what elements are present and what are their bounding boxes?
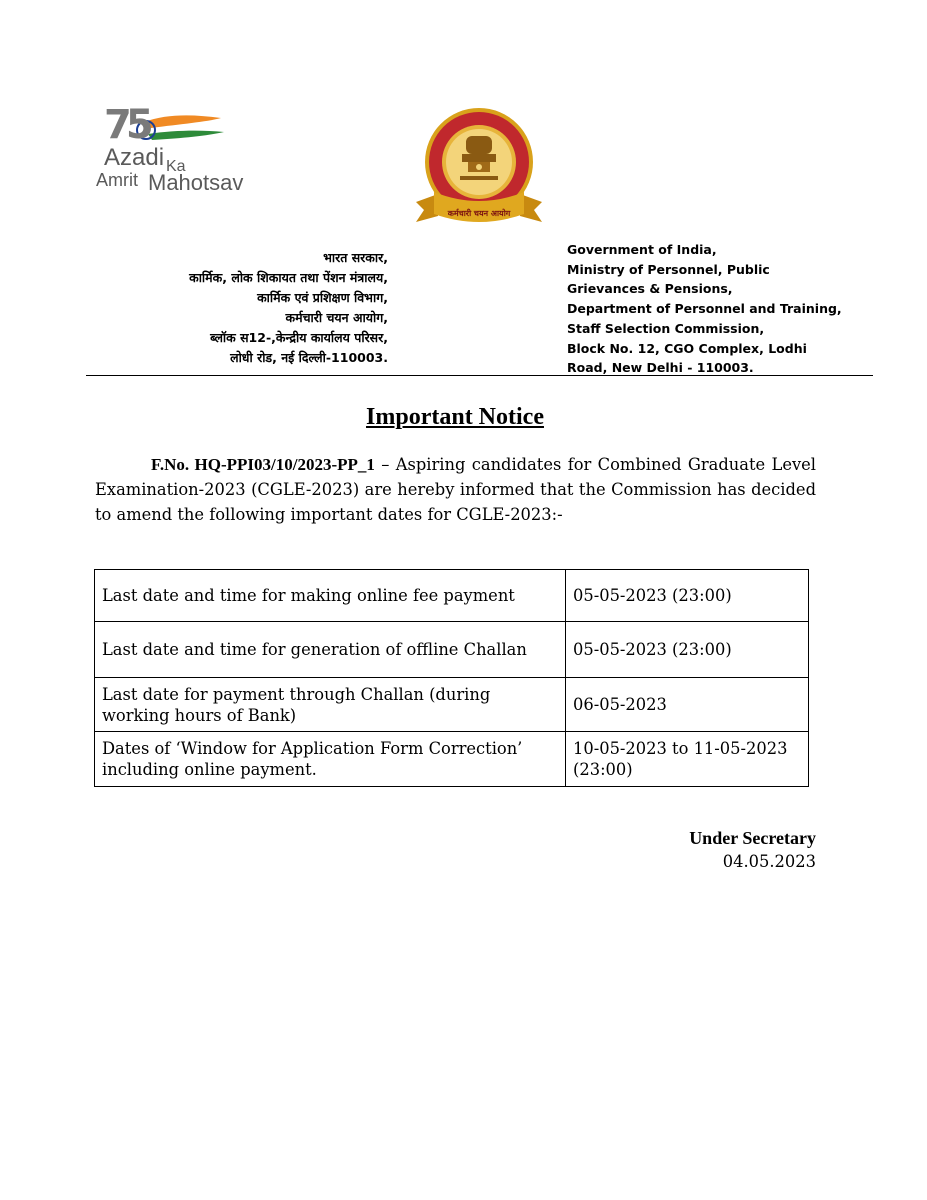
table-row — [95, 622, 809, 678]
logo-word-mahotsav: Mahotsav — [148, 170, 244, 195]
english-address-line: Ministry of Personnel, Public — [567, 261, 770, 277]
azadi-ka-amrit-mahotsav-logo — [96, 100, 266, 200]
english-address-line: Government of India, — [567, 242, 717, 257]
table-row — [95, 678, 809, 732]
logo-word-amrit: Amrit — [96, 170, 138, 190]
emblem-ribbon-text: कर्मचारी चयन आयोग — [447, 209, 511, 218]
table-row — [95, 732, 809, 787]
hindi-address-line: कार्मिक, लोक शिकायत तथा पेंशन मंत्रालय, — [189, 270, 388, 285]
logo-word-ka: Ka — [166, 158, 186, 175]
header-divider — [86, 375, 873, 376]
hindi-address-line: भारत सरकार, — [323, 250, 388, 265]
event-cell: Dates of ‘Window for Application Form Correction’ including online payment. — [95, 732, 566, 787]
logo-75-number: 75 — [104, 102, 148, 148]
hindi-address-line: लोधी रोड, नई दिल्ली-110003. — [230, 350, 388, 365]
date-cell: 06-05-2023 — [566, 678, 809, 732]
english-address-line: Grievances & Pensions, — [567, 281, 733, 297]
hindi-address-line: कार्मिक एवं प्रशिक्षण विभाग, — [257, 290, 388, 305]
hindi-address-line: ब्लॉक स12-,केन्द्रीय कार्यालय परिसर, — [210, 330, 388, 345]
english-address-line: Block No. 12, CGO Complex, Lodhi — [567, 340, 807, 356]
english-address-block — [567, 240, 897, 378]
date-cell: 10-05-2023 to 11-05-2023 (23:00) — [566, 732, 809, 787]
notice-date: 04.05.2023 — [722, 852, 816, 871]
hindi-address-line: कर्मचारी चयन आयोग, — [285, 310, 388, 325]
english-address-line: Department of Personnel and Training, — [567, 301, 842, 317]
ssc-emblem-icon — [408, 106, 550, 230]
logo-word-azadi: Azadi — [104, 144, 165, 171]
intro-text: – Aspiring candidates for Combined Graduate Level Examination-2023 (CGLE-2023) are hereby informed that the Commission has decided to amend the following important dates for CGLE-2023:- — [95, 455, 817, 524]
english-address-line: Road, New Delhi - 110003. — [567, 360, 754, 376]
event-cell: Last date and time for making online fee payment — [95, 570, 566, 622]
event-cell: Last date for payment through Challan (during working hours of Bank) — [95, 678, 566, 732]
table-row — [95, 570, 809, 622]
date-cell: 05-05-2023 (23:00) — [566, 622, 809, 678]
signatory-block — [560, 826, 816, 874]
important-dates-table — [94, 569, 809, 787]
event-cell: Last date and time for generation of offline Challan — [95, 622, 566, 678]
english-address-line: Staff Selection Commission, — [567, 320, 765, 336]
hindi-address-block — [120, 248, 388, 368]
intro-paragraph — [95, 452, 816, 527]
signatory-designation: Under Secretary — [689, 828, 816, 848]
notice-title: Important Notice — [366, 404, 544, 430]
date-cell: 05-05-2023 (23:00) — [566, 570, 809, 622]
file-number: F.No. HQ-PPI03/10/2023-PP_1 — [151, 455, 375, 474]
